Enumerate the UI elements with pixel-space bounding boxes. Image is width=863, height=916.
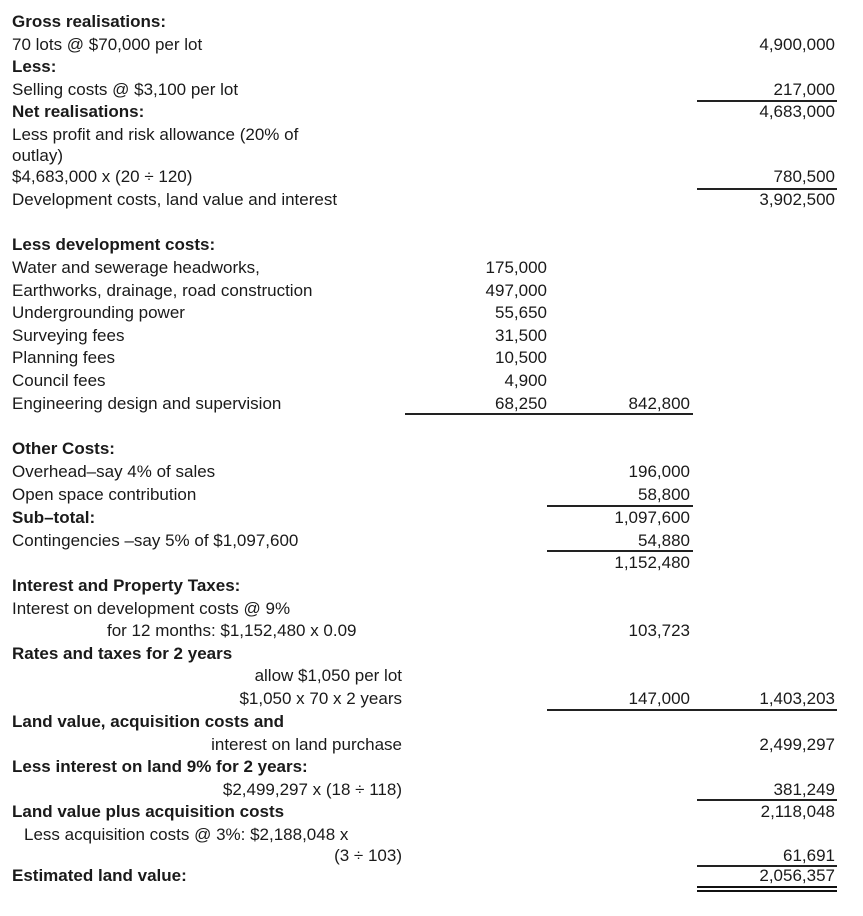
dev-item-value: 10,500 — [495, 348, 547, 367]
land-value-amount: 2,499,297 — [759, 735, 835, 754]
rule-contingencies — [547, 550, 693, 552]
double-rule-top — [697, 886, 837, 888]
rates-taxes-heading: Rates and taxes for 2 years — [12, 644, 233, 663]
rates-label-1: allow $1,050 per lot — [254, 666, 402, 685]
less-label: Less: — [12, 57, 57, 76]
land-plus-acquisition-heading: Land value plus acquisition costs — [12, 802, 285, 821]
dev-item-value: 68,250 — [495, 394, 547, 413]
less-land-interest-heading: Less interest on land 9% for 2 years: — [12, 757, 308, 776]
selling-costs-value: 217,000 — [773, 80, 835, 99]
lots-value: 4,900,000 — [759, 35, 835, 54]
rule-open-space — [547, 505, 693, 507]
rule-interest-taxes — [547, 709, 837, 711]
land-value-heading-2: interest on land purchase — [211, 735, 402, 754]
dev-land-interest-label: Development costs, land value and interest — [12, 190, 338, 209]
overhead-label: Overhead–say 4% of sales — [12, 462, 216, 481]
land-value-heading-1: Land value, acquisition costs and — [12, 712, 285, 731]
dev-item-value: 497,000 — [485, 281, 547, 300]
overhead-value: 196,000 — [628, 462, 690, 481]
dev-item-label: Engineering design and supervision — [12, 394, 282, 413]
contingencies-label: Contingencies –say 5% of $1,097,600 — [12, 531, 299, 550]
rule-development — [405, 413, 693, 415]
dev-item-label: Planning fees — [12, 348, 116, 367]
dev-costs-total: 842,800 — [628, 394, 690, 413]
contingencies-value: 54,880 — [638, 531, 690, 550]
profit-allowance-label-1: Less profit and risk allowance (20% of — [12, 125, 299, 144]
dev-item-value: 4,900 — [504, 371, 547, 390]
net-realisations-label: Net realisations: — [12, 102, 145, 121]
dev-item-value: 175,000 — [485, 258, 547, 277]
other-costs-heading: Other Costs: — [12, 439, 115, 458]
selling-costs-label: Selling costs @ $3,100 per lot — [12, 80, 239, 99]
less-acquisition-value: 61,691 — [783, 846, 835, 865]
double-rule-bottom — [697, 890, 837, 892]
dev-item-label: Council fees — [12, 371, 106, 390]
dev-land-interest-value: 3,902,500 — [759, 190, 835, 209]
other-costs-total: 1,152,480 — [614, 553, 690, 572]
open-space-value: 58,800 — [638, 485, 690, 504]
costs-combined-total: 1,403,203 — [759, 689, 835, 708]
land-plus-acquisition-value: 2,118,048 — [760, 802, 835, 821]
dev-item-label: Earthworks, drainage, road construction — [12, 281, 313, 300]
dev-interest-value: 103,723 — [628, 621, 690, 640]
less-acquisition-label-2: (3 ÷ 103) — [334, 846, 402, 865]
less-acquisition-label-1: Less acquisition costs @ 3%: $2,188,048 x — [24, 825, 349, 844]
subtotal-label: Sub–total: — [12, 508, 96, 527]
net-realisations-value: 4,683,000 — [759, 102, 835, 121]
dev-item-value: 31,500 — [495, 326, 547, 345]
dev-item-label: Surveying fees — [12, 326, 125, 345]
dev-item-label: Undergrounding power — [12, 303, 185, 322]
dev-item-value: 55,650 — [495, 303, 547, 322]
less-land-interest-formula: $2,499,297 x (18 ÷ 118) — [222, 780, 402, 799]
less-land-interest-value: 381,249 — [773, 780, 835, 799]
interest-taxes-heading: Interest and Property Taxes: — [12, 576, 241, 595]
rates-value: 147,000 — [628, 689, 690, 708]
profit-allowance-value: 780,500 — [773, 167, 835, 186]
profit-allowance-label-3: $4,683,000 x (20 ÷ 120) — [12, 167, 193, 186]
lots-label: 70 lots @ $70,000 per lot — [12, 35, 203, 54]
rates-label-2: $1,050 x 70 x 2 years — [239, 689, 402, 708]
open-space-label: Open space contribution — [12, 485, 197, 504]
rule-land-interest — [697, 799, 837, 801]
dev-interest-label-2: for 12 months: $1,152,480 x 0.09 — [107, 621, 357, 640]
gross-realisations-heading: Gross realisations: — [12, 12, 167, 31]
development-costs-heading: Less development costs: — [12, 235, 216, 254]
estimated-land-value-label: Estimated land value: — [12, 866, 187, 885]
subtotal-value: 1,097,600 — [614, 508, 690, 527]
dev-item-label: Water and sewerage headworks, — [12, 258, 260, 277]
estimated-land-value: 2,056,357 — [759, 866, 835, 885]
profit-allowance-label-2: outlay) — [12, 146, 64, 165]
dev-interest-label-1: Interest on development costs @ 9% — [12, 599, 291, 618]
